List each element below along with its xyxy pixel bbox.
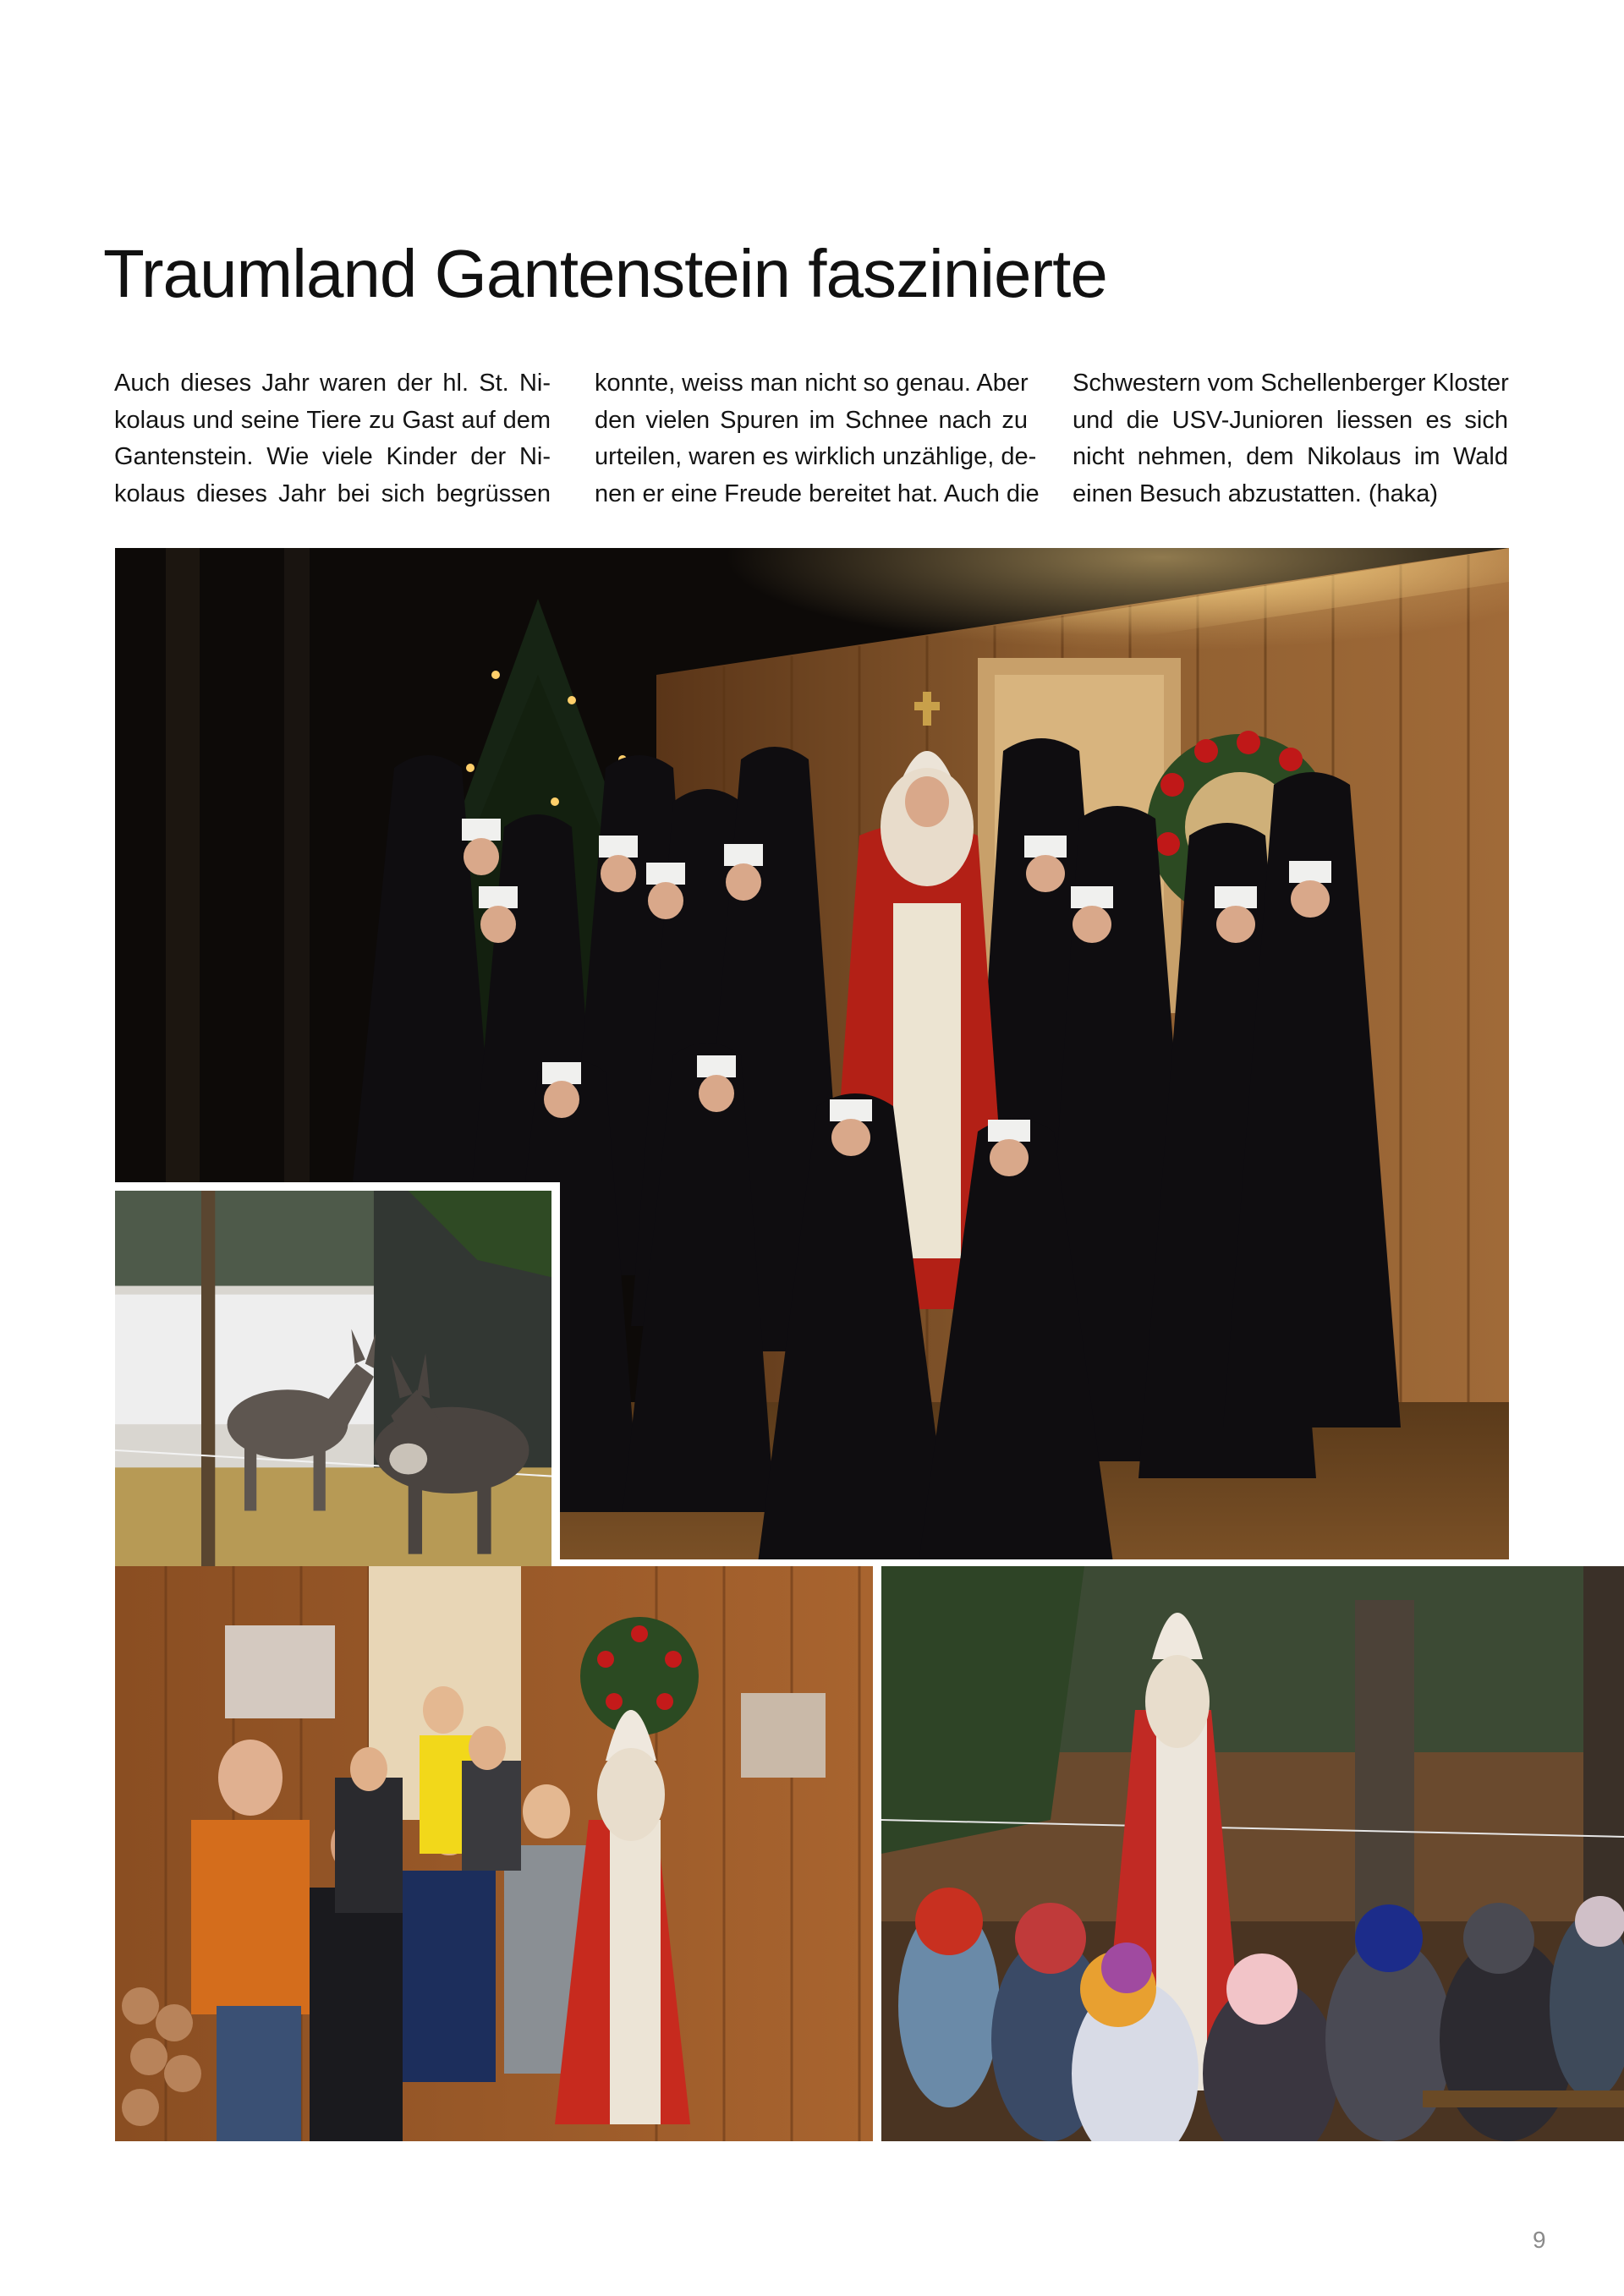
text-column-3 bbox=[1073, 365, 1508, 512]
text-line: einen Besuch abzustatten. (haka) bbox=[1073, 479, 1439, 507]
text-line: urteilen, waren es wirklich unzählige, de- bbox=[595, 443, 1037, 471]
text-line: Schwestern vom Schellenberger Kloster bbox=[1073, 370, 1509, 397]
photo-donkeys bbox=[115, 1182, 560, 1568]
text-line: und die USV-Junioren liessen es sich bbox=[1073, 406, 1508, 434]
text-line: kolaus und seine Tiere zu Gast auf dem bbox=[114, 406, 551, 434]
text-line: Gantenstein. Wie viele Kinder der Ni- bbox=[114, 443, 551, 471]
text-line: Auch dieses Jahr waren der hl. St. Ni- bbox=[114, 370, 551, 397]
page-number: 9 bbox=[1533, 2227, 1546, 2253]
text-line: nen er eine Freude bereitet hat. Auch die bbox=[595, 479, 1040, 507]
photo-usv-juniors-with-nikolaus bbox=[115, 1566, 873, 2141]
text-column-1 bbox=[114, 365, 551, 512]
text-line: konnte, weiss man nicht so genau. Aber bbox=[595, 370, 1029, 397]
text-column-2 bbox=[595, 365, 1040, 512]
article-title: Traumland Gantenstein faszinierte bbox=[103, 236, 1107, 311]
text-line: den vielen Spuren im Schnee nach zu bbox=[595, 406, 1028, 434]
text-line: nicht nehmen, dem Nikolaus im Wald bbox=[1073, 443, 1508, 471]
text-line: kolaus dieses Jahr bei sich begrüssen bbox=[114, 479, 551, 507]
photo-children-in-forest bbox=[881, 1566, 1624, 2141]
